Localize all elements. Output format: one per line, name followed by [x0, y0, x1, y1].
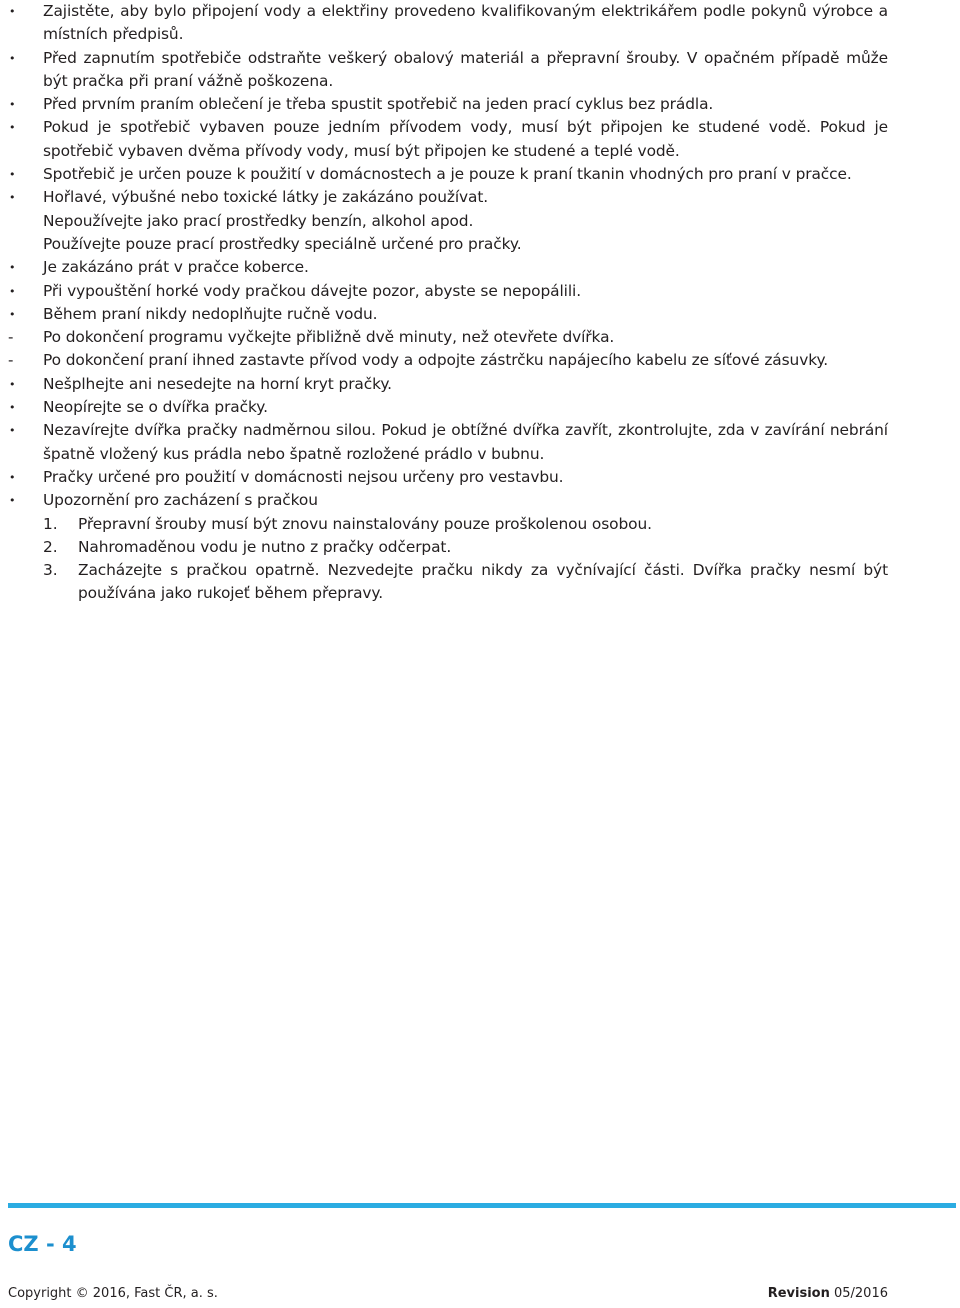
dash-marker: - — [8, 328, 14, 347]
list-item — [8, 47, 888, 94]
list-item-continuation — [8, 210, 888, 233]
dash-marker: - — [8, 351, 14, 370]
list-item-text: Nešplhejte ani nesedejte na horní kryt pračky. — [43, 374, 392, 393]
list-item-text: Po dokončení programu vyčkejte přibližně dvě minuty, než otevřete dvířka. — [43, 328, 615, 347]
bullet-marker: • — [9, 5, 16, 18]
bullet-marker: • — [9, 494, 16, 508]
numbered-item — [8, 513, 888, 536]
list-item — [8, 163, 888, 186]
list-item-text: Před prvním praním oblečení je třeba spustit spotřebič na jeden prací cyklus bez prádla. — [43, 95, 714, 114]
list-item — [8, 466, 888, 489]
list-item — [8, 303, 888, 326]
bullet-marker: • — [9, 121, 16, 135]
bullet-marker: • — [9, 284, 16, 298]
list-item-continuation — [8, 233, 888, 256]
numbered-item — [8, 536, 888, 559]
list-item-text: Spotřebič je určen pouze k použití v domácnostech a je pouze k praní tkanin vhodných pro praní v pračce. — [43, 165, 852, 184]
list-item — [8, 489, 888, 512]
list-item — [8, 256, 888, 279]
copyright-text: Copyright © 2016, Fast ČR, a. s. — [8, 1286, 218, 1301]
item-number: 3. — [43, 561, 58, 580]
list-item-text: Během praní nikdy nedoplňujte ručně vodu. — [43, 304, 378, 323]
list-item-text: Při vypouštění horké vody pračkou dávejte pozor, abyste se nepopálili. — [43, 281, 581, 300]
bullet-marker: • — [9, 51, 16, 65]
footer-divider — [8, 1203, 956, 1208]
revision-label: Revision — [767, 1286, 830, 1301]
bullet-marker: • — [9, 377, 16, 391]
bullet-marker: • — [9, 168, 16, 182]
item-number: 1. — [43, 514, 58, 533]
bullet-marker: • — [9, 424, 16, 438]
bullet-marker: • — [9, 307, 16, 321]
numbered-item-text: Zacházejte s pračkou opatrně. Nezvedejte pračku nikdy za vyčnívající části. Dvířka pračky nesmí být používána jako rukojeť během přepravy. — [78, 561, 888, 603]
bullet-marker: • — [9, 191, 16, 205]
list-item — [8, 280, 888, 303]
list-item — [8, 396, 888, 419]
bullet-marker: • — [9, 261, 16, 275]
list-item — [8, 419, 888, 466]
revision-value: 05/2016 — [833, 1286, 888, 1301]
numbered-item — [8, 559, 888, 606]
list-item-text: Je zakázáno prát v pračce koberce. — [43, 258, 309, 277]
list-item — [8, 116, 888, 163]
list-item-text: Hořlavé, výbušné nebo toxické látky je zakázáno používat. — [43, 188, 489, 207]
page-number: CZ - 4 — [8, 1232, 77, 1256]
safety-instructions — [8, 0, 888, 606]
list-item-text: Zajistěte, aby bylo připojení vody a elektřiny provedeno kvalifikovaným elektrikářem podle pokynů výrobce a místních předpisů. — [43, 2, 888, 44]
numbered-item-text: Přepravní šrouby musí být znovu nainstalovány pouze proškolenou osobou. — [78, 514, 652, 533]
numbered-item-text: Nahromaděnou vodu je nutno z pračky odčerpat. — [78, 537, 452, 556]
list-item-text: Používejte pouze prací prostředky speciálně určené pro pračky. — [43, 234, 522, 253]
list-item — [8, 373, 888, 396]
list-item-text: Upozornění pro zacházení s pračkou — [43, 491, 318, 510]
bullet-marker: • — [9, 401, 16, 415]
list-item — [8, 0, 888, 47]
list-item-text: Pračky určené pro použití v domácnosti nejsou určeny pro vestavbu. — [43, 467, 564, 486]
list-item-text: Před zapnutím spotřebiče odstraňte veškerý obalový materiál a přepravní šrouby. V opačném případě může být pračka při praní vážně poškozena. — [43, 48, 888, 90]
list-item-text: Nezavírejte dvířka pračky nadměrnou silou. Pokud je obtížné dvířka zavřít, zkontrolujte, zda v zavírání nebrání špatně vložený kus prádla nebo špatně rozložené prádlo v bubnu. — [43, 421, 888, 463]
list-item-text: Neopírejte se o dvířka pračky. — [43, 398, 268, 417]
item-number: 2. — [43, 537, 58, 556]
list-item-text: Po dokončení praní ihned zastavte přívod vody a odpojte zástrčku napájecího kabelu ze síťové zásuvky. — [43, 351, 829, 370]
bullet-marker: • — [9, 98, 16, 112]
list-item-text: Nepoužívejte jako prací prostředky benzín, alkohol apod. — [43, 211, 474, 230]
list-item — [8, 326, 888, 349]
list-item-text: Pokud je spotřebič vybaven pouze jedním přívodem vody, musí být připojen ke studené vodě. Pokud je spotřebič vybaven dvěma přívody vody, musí být připojen ke studené a teplé vodě. — [43, 118, 888, 160]
list-item — [8, 186, 888, 209]
list-item — [8, 349, 888, 372]
revision-info — [768, 1286, 888, 1301]
list-item — [8, 93, 888, 116]
bullet-marker: • — [9, 470, 16, 484]
